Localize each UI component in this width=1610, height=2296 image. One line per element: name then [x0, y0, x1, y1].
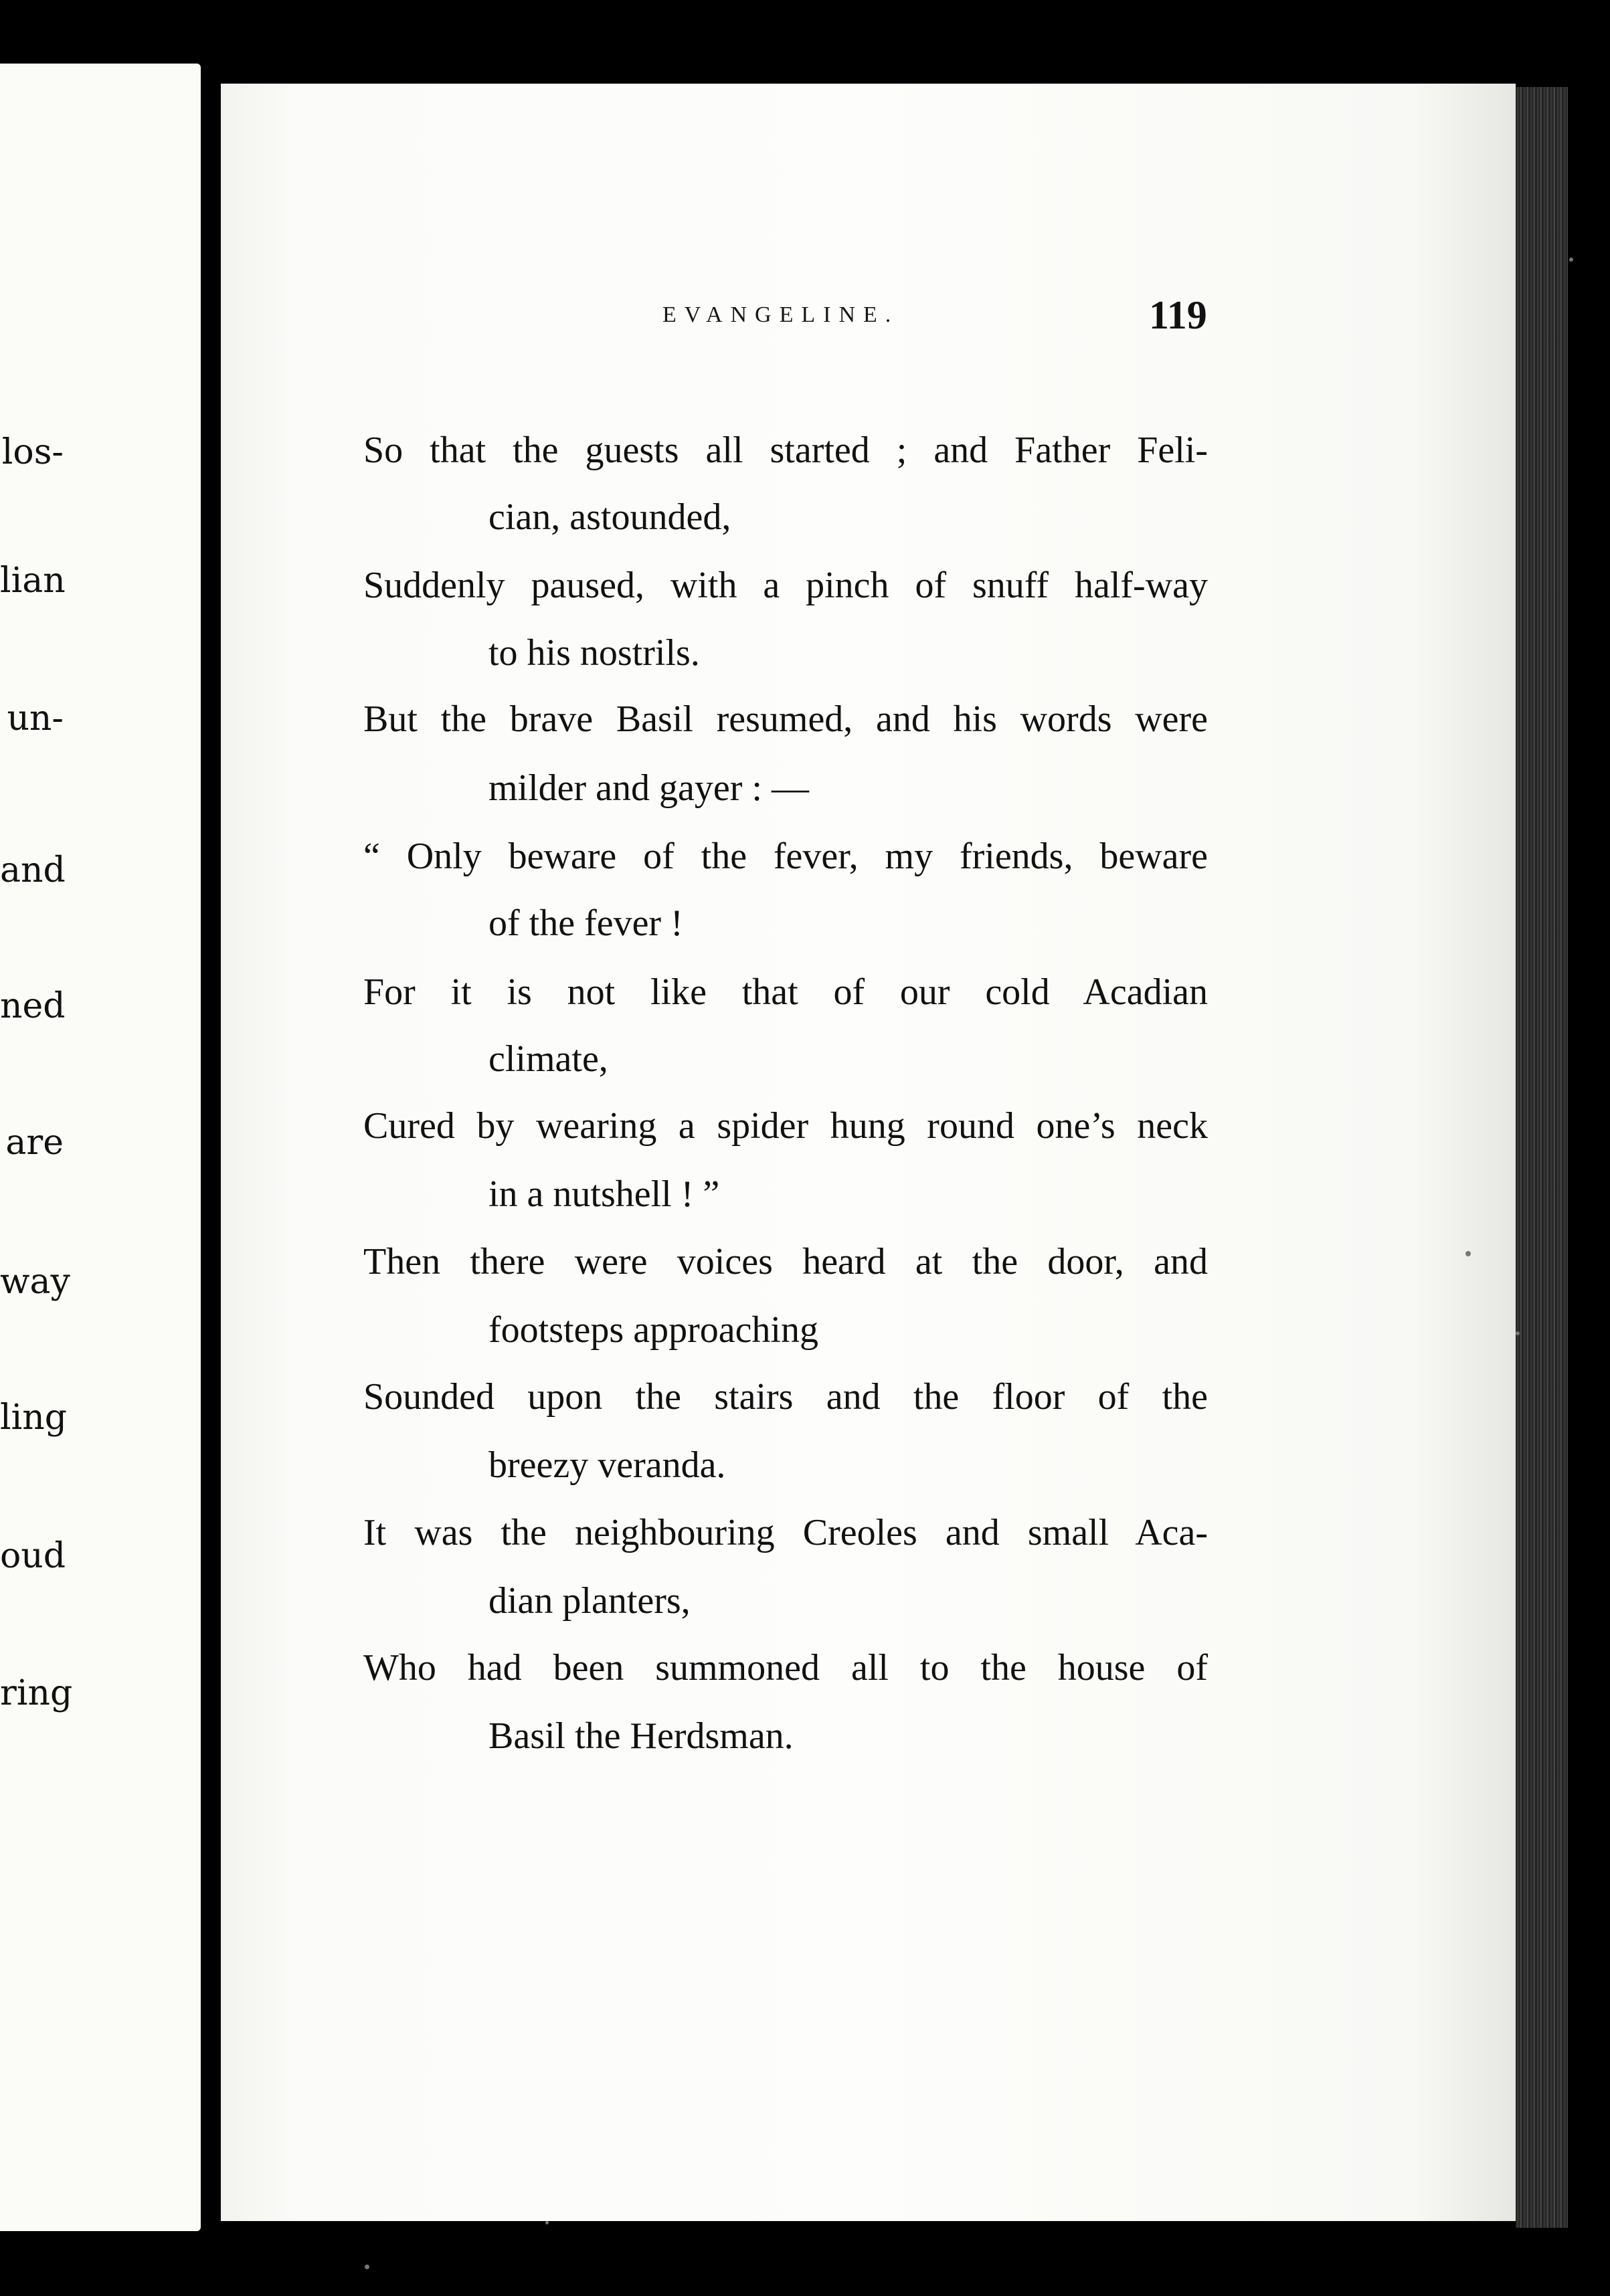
verse-line-continuation: Basil the Herdsman. — [488, 1715, 794, 1757]
left-page-fragment: ring — [0, 1673, 73, 1713]
verse-line: Then there were voices heard at the door, and — [363, 1241, 1208, 1282]
verse-line: But the brave Basil resumed, and his words were — [363, 698, 1208, 740]
verse-line-continuation: in a nutshell ! ” — [488, 1173, 720, 1215]
left-page-fragment: way — [0, 1262, 70, 1302]
dust-speck — [1516, 1331, 1520, 1335]
left-page-fragment: lian — [0, 561, 66, 601]
left-page-fragment: ling — [0, 1398, 68, 1438]
dust-speck — [1465, 1251, 1471, 1256]
dust-speck — [1569, 258, 1573, 262]
verse-line: For it is not like that of our cold Acadian — [363, 971, 1208, 1013]
verse-line: “ Only beware of the fever, my friends, beware — [363, 836, 1208, 877]
left-page-fragment: are — [5, 1123, 64, 1163]
left-page-fragment: un- — [7, 698, 64, 739]
verse-line: Who had been summoned all to the house of — [363, 1647, 1208, 1689]
left-page-fragment: oud — [0, 1536, 66, 1576]
left-facing-page — [0, 64, 201, 2231]
running-head: EVANGELINE. — [662, 302, 899, 327]
verse-line: It was the neighbouring Creoles and small Aca- — [363, 1512, 1208, 1553]
verse-line: Cured by wearing a spider hung round one’s neck — [363, 1105, 1208, 1147]
verse-line-continuation: milder and gayer : — — [488, 767, 809, 809]
verse-line-continuation: of the fever ! — [488, 902, 683, 944]
verse-line-continuation: dian planters, — [488, 1580, 691, 1622]
verse-line: Sounded upon the stairs and the floor of the — [363, 1376, 1208, 1418]
left-page-fragment: ned — [0, 986, 66, 1026]
page-edge-stack — [1516, 87, 1568, 2228]
verse-line: Suddenly paused, with a pinch of snuff half-way — [363, 565, 1208, 606]
verse-line: So that the guests all started ; and Father Feli- — [363, 429, 1208, 471]
verse-line-continuation: to his nostrils. — [488, 632, 700, 674]
right-main-page — [221, 84, 1516, 2221]
verse-line-continuation: climate, — [488, 1038, 608, 1080]
left-page-fragment: and — [0, 850, 66, 890]
dust-speck — [545, 2221, 549, 2224]
left-page-fragment: los- — [1, 432, 64, 472]
book-gutter — [201, 60, 221, 2234]
verse-line-continuation: breezy veranda. — [488, 1444, 726, 1486]
verse-line-continuation: cian, astounded, — [488, 496, 731, 538]
dust-speck — [365, 2265, 369, 2269]
page-number: 119 — [1149, 293, 1207, 337]
verse-line-continuation: footsteps approaching — [488, 1309, 818, 1351]
